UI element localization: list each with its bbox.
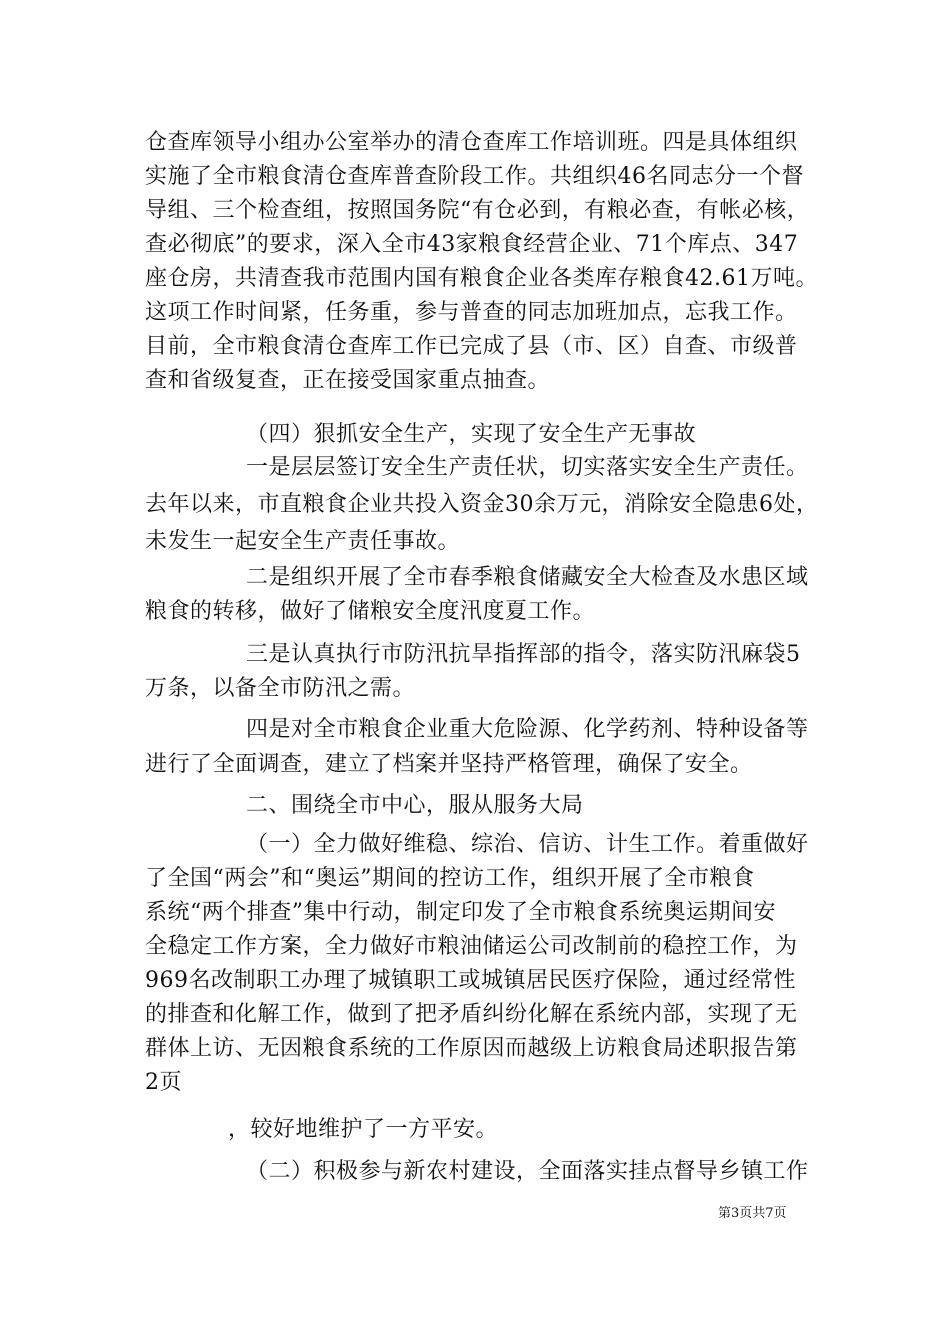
text-line: 实施了全市粮食清仓查库普查阶段工作。共组织46名同志分一个督: [145, 164, 804, 189]
text-line: 粮食的转移，做好了储粮安全度汛度夏工作。: [145, 599, 596, 624]
text-line: 未发生一起安全生产责任事故。: [145, 529, 461, 554]
text-line: 四是对全市粮食企业重大危险源、化学药剂、特种设备等: [246, 717, 809, 742]
text-line: 目前，全市粮食清仓查库工作已完成了县（市、区）自查、市级普: [145, 334, 798, 359]
section-heading: （二）积极参与新农村建设，全面落实挂点督导乡镇工作: [246, 1159, 809, 1184]
text-line: 2页: [145, 1070, 182, 1095]
text-line: 查必彻底”的要求，深入全市43家粮食经营企业、71个库点、347: [145, 232, 799, 257]
text-line: 全稳定工作方案，全力做好市粮油储运公司改制前的稳控工作，为: [145, 934, 798, 959]
text-line: 座仓房，共清查我市范围内国有粮食企业各类库存粮食42.61万吨。: [145, 266, 818, 291]
text-line: 群体上访、无因粮食系统的工作原因而越级上访粮食局述职报告第: [145, 1036, 798, 1061]
text-line: 万条，以备全市防汛之需。: [145, 676, 416, 701]
section-heading: 二、围绕全市中心，服从服务大局: [246, 793, 584, 818]
text-line: 这项工作时间紧，任务重，参与普查的同志加班加点，忘我工作。: [145, 300, 798, 325]
text-line: 的排查和化解工作，做到了把矛盾纠纷化解在系统内部，实现了无: [145, 1002, 798, 1027]
text-line: 二是组织开展了全市春季粮食储藏安全大检查及水患区域: [246, 565, 809, 590]
text-line: 导组、三个检查组，按照国务院“有仓必到，有粮必查，有帐必核，: [145, 198, 810, 223]
text-line: （一）全力做好维稳、综治、信访、计生工作。着重做好: [246, 832, 809, 857]
text-line: 一是层层签订安全生产责任状，切实落实安全生产责任。: [246, 455, 809, 480]
section-heading: （四）狠抓安全生产，实现了安全生产无事故: [246, 422, 697, 447]
page-number-footer: 第3页共7页: [718, 1206, 787, 1221]
text-line: 进行了全面调查，建立了档案并坚持严格管理，确保了安全。: [145, 752, 753, 777]
text-line: 去年以来，市直粮食企业共投入资金30余万元，消除安全隐患6处，: [145, 492, 819, 517]
text-line: 系统“两个排查”集中行动，制定印发了全市粮食系统奥运期间安: [145, 900, 776, 925]
text-line: ，较好地维护了一方平安。: [228, 1117, 499, 1142]
text-line: 三是认真执行市防汛抗旱指挥部的指令，落实防汛麻袋5: [246, 642, 801, 667]
text-line: 969名改制职工办理了城镇职工或城镇居民医疗保险，通过经常性: [145, 968, 796, 993]
text-line: 查和省级复查，正在接受国家重点抽查。: [145, 368, 551, 393]
text-line: 了全国“两会”和“奥运”期间的控访工作，组织开展了全市粮食: [145, 866, 755, 891]
text-line: 仓查库领导小组办公室举办的清仓查库工作培训班。四是具体组织: [145, 130, 798, 155]
